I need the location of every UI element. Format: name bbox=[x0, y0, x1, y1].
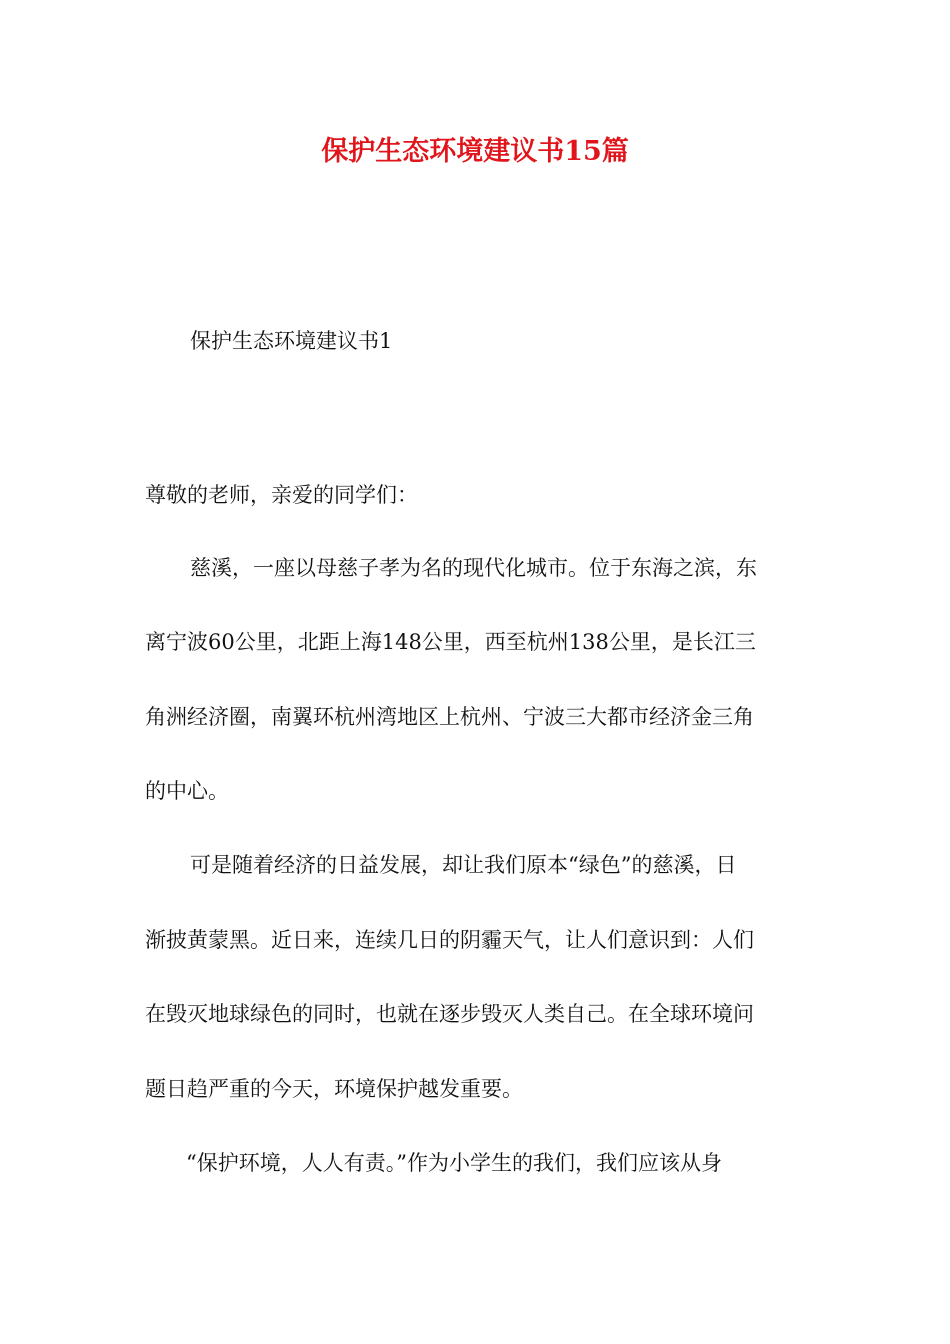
salutation: 尊敬的老师，亲爱的同学们： bbox=[145, 483, 418, 507]
paragraph-1-line-2: 离宁波60公里，北距上海148公里，西至杭州138公里，是长江三 bbox=[145, 630, 756, 654]
section-heading: 保护生态环境建议书1 bbox=[190, 329, 393, 353]
paragraph-1-line-1: 慈溪，一座以母慈子孝为名的现代化城市。位于东海之滨，东 bbox=[190, 556, 757, 580]
paragraph-2-line-2: 渐披黄蒙黑。近日来，连续几日的阴霾天气，让人们意识到：人们 bbox=[145, 928, 754, 952]
paragraph-3-line-1: “保护环境，人人有责。”作为小学生的我们，我们应该从身 bbox=[186, 1151, 722, 1175]
paragraph-2-line-3: 在毁灭地球绿色的同时，也就在逐步毁灭人类自己。在全球环境问 bbox=[145, 1002, 754, 1026]
paragraph-2-line-1: 可是随着经济的日益发展，却让我们原本“绿色”的慈溪，日 bbox=[190, 853, 737, 877]
paragraph-1-line-4: 的中心。 bbox=[145, 779, 229, 803]
document-title: 保护生态环境建议书15篇 bbox=[321, 136, 629, 167]
paragraph-2-line-4: 题日趋严重的今天，环境保护越发重要。 bbox=[145, 1077, 523, 1101]
paragraph-1-line-3: 角洲经济圈，南翼环杭州湾地区上杭州、宁波三大都市经济金三角 bbox=[145, 705, 754, 729]
